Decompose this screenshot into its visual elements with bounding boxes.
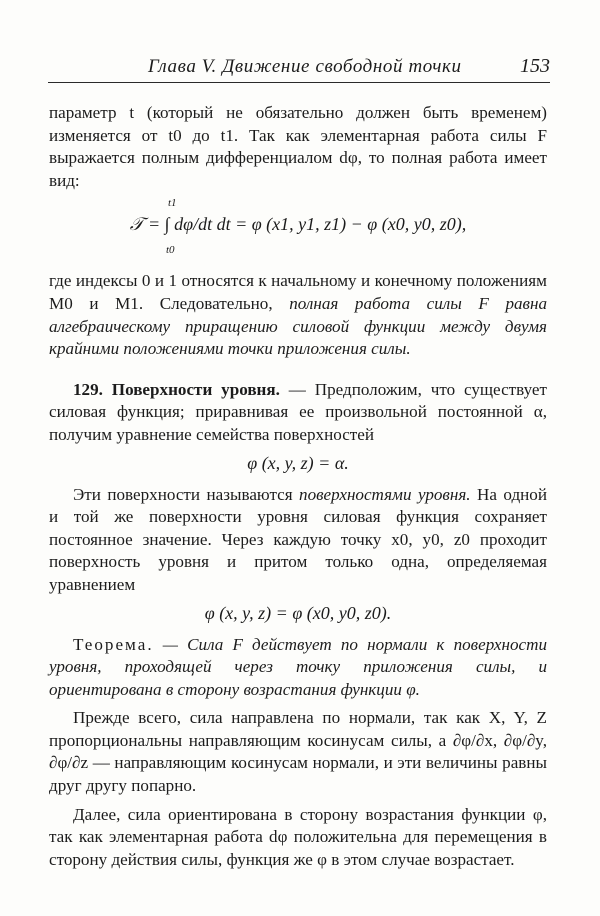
page-number: 153 <box>520 55 550 77</box>
paragraph-3 <box>49 484 547 597</box>
work-integral-formula <box>49 192 547 270</box>
paragraph-3-plain-b: На одной и той же поверхности уровня силовая функция сохраняет постоянное значение. Через каждую точку x0, y0, z0 проходит поверхность уровня и притом только одна, определяемая уравнением <box>49 484 547 594</box>
level-surface-equation: φ (x, y, z) = α. <box>247 452 349 473</box>
paragraph-5: Далее, сила ориентирована в сторону возрастания функции φ, так как элементарная работа dφ положительна для перемещения в сторону действия силы, функция же φ в этом случае возрастает. <box>49 804 547 869</box>
point-surface-equation: φ (x, y, z) = φ (x0, y0, z0). <box>204 602 392 623</box>
theorem <box>49 634 547 702</box>
section-129-paragraph <box>49 379 547 447</box>
section-title: 129. Поверхности уровня. <box>73 379 280 399</box>
running-head: Глава V. Движение свободной точки <box>148 56 462 77</box>
section-129 <box>49 379 547 474</box>
page-body <box>49 102 547 871</box>
integral-lower-limit: t0 <box>166 244 175 257</box>
integral-expression: 𝒯 = ∫ dφ/dt dt = φ (x1, y1, z1) − φ (x0, y0, z0), <box>129 214 467 235</box>
paragraph-1: параметр t (который не обязательно должен быть временем) изменяется от t0 до t1. Так как элементарная работа силы F выражается полным дифференциалом dφ, то полная работа имеет вид: <box>49 103 547 190</box>
section-129-text: — Предположим, что существует силовая функция; приравнивая ее произвольной постоянной α, получим уравнение семейства поверхностей <box>49 379 547 444</box>
page-header <box>48 52 550 83</box>
paragraph-2-italic: полная работа силы F равна алгебраическому приращению силовой функции между двумя крайними положениями точки приложения силы. <box>49 293 547 359</box>
theorem-label: Теорема. <box>73 634 154 654</box>
paragraph-4: Прежде всего, сила направлена по нормали, так как X, Y, Z пропорциональны направляющим косинусам силы, а ∂φ/∂x, ∂φ/∂y, ∂φ/∂z — направляющим косинусам нормали, и эти величины равны друг другу попарно. <box>49 708 547 796</box>
integral-upper-limit: t1 <box>168 197 177 210</box>
paragraph-3-italic: поверхностями уровня. <box>299 484 471 504</box>
paragraph-2-plain: где индексы 0 и 1 относятся к начальному и конечному положениям M0 и M1. Следовательно, <box>49 271 547 313</box>
paragraph-3-plain-a: Эти поверхности называются <box>73 484 300 504</box>
theorem-text: — Сила F действует по нормали к поверхности уровня, проходящей через точку приложения силы, и ориентирована в сторону возрастания функции φ. <box>49 634 547 699</box>
paragraph-2 <box>49 270 547 360</box>
